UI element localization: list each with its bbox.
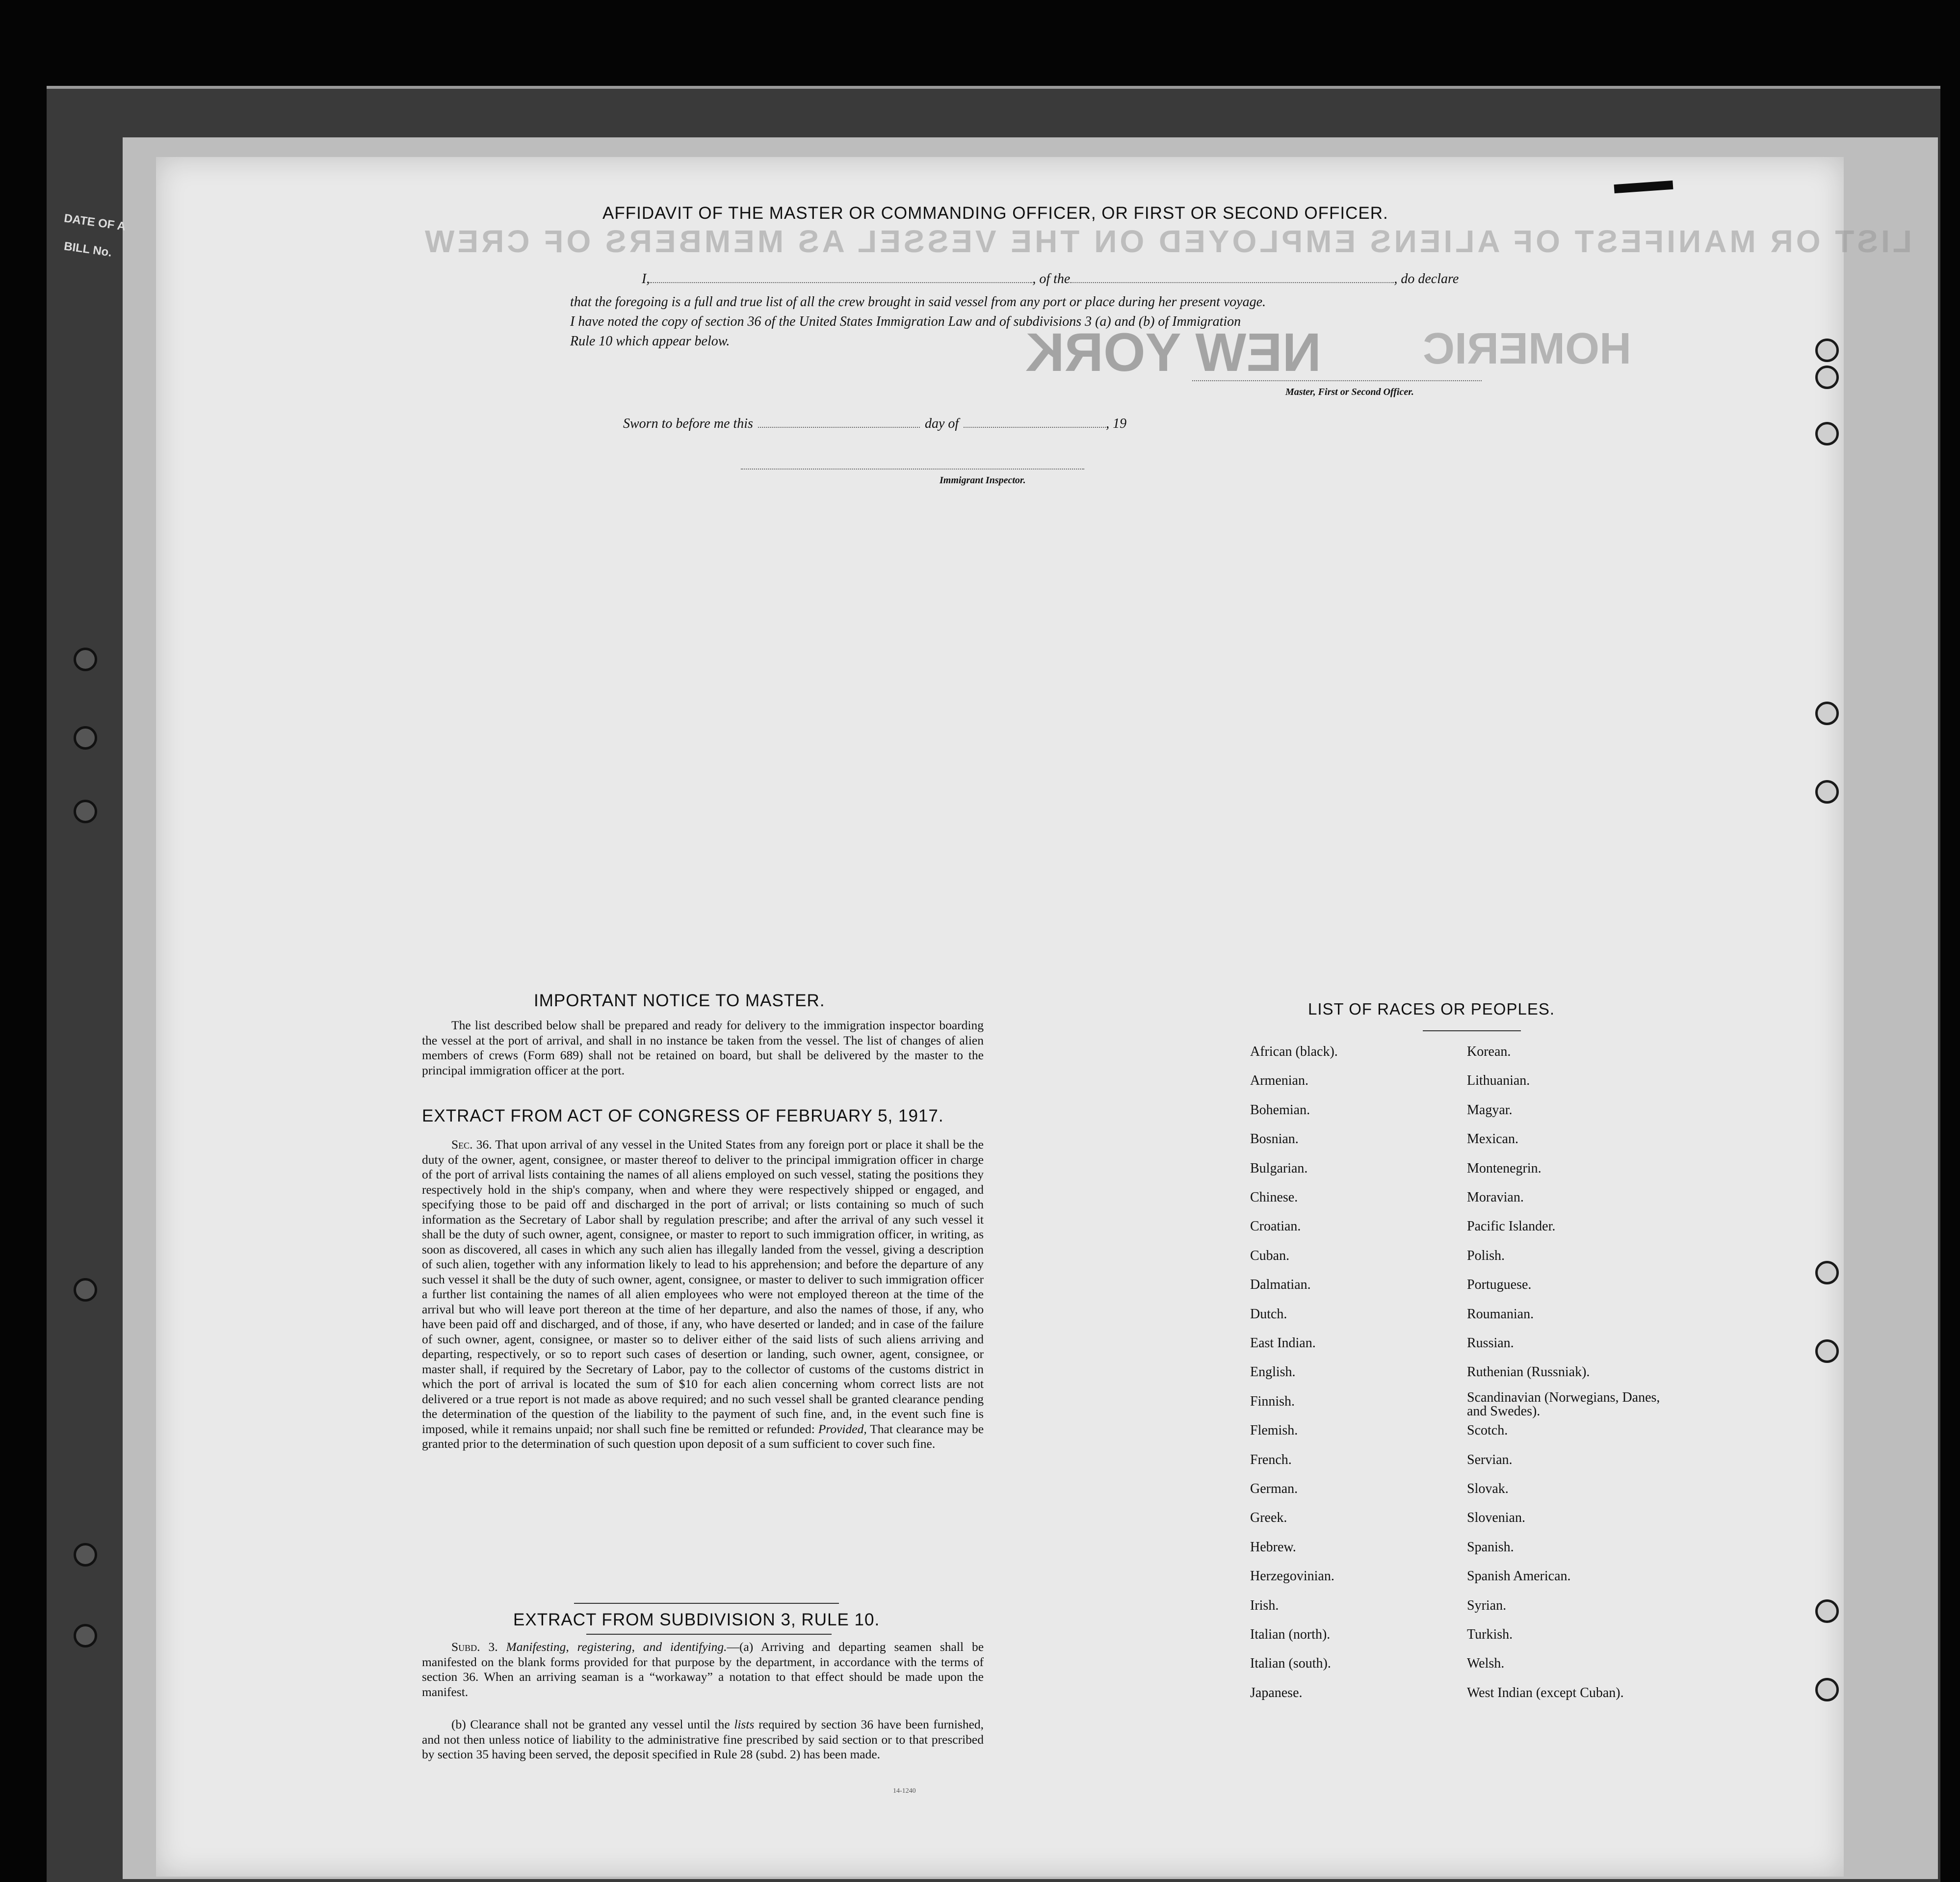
race-item: Bohemian. <box>1250 1102 1310 1118</box>
race-item: Croatian. <box>1250 1219 1301 1234</box>
subd-italic: Manifesting, registering, and identifying. <box>506 1640 727 1654</box>
affidavit-of-the: , of the <box>1032 271 1071 287</box>
manifest-page <box>156 157 1844 1877</box>
race-item: Japanese. <box>1250 1685 1303 1700</box>
affidavit-title: AFFIDAVIT OF THE MASTER OR COMMANDING OFFICER, OR FIRST OR SECOND OFFICER. <box>602 204 1388 223</box>
act-text-2: That clearance may be granted prior to the determination of such question upon deposit of a sum sufficient to cover such fine. <box>422 1421 984 1451</box>
ghost-ship-name: HOMERIC <box>1423 324 1631 373</box>
race-item: Herzegovinian. <box>1250 1568 1334 1584</box>
race-item: Dalmatian. <box>1250 1277 1311 1293</box>
race-item: Mexican. <box>1467 1131 1518 1147</box>
binder-hole <box>1815 422 1839 445</box>
race-item: Polish. <box>1467 1248 1505 1263</box>
race-item: Magyar. <box>1467 1102 1513 1118</box>
race-item: Servian. <box>1467 1452 1513 1467</box>
race-item: German. <box>1250 1481 1298 1496</box>
race-item: English. <box>1250 1364 1296 1380</box>
race-item: Welsh. <box>1467 1656 1505 1672</box>
binder-hole <box>1815 702 1839 725</box>
para-b-text-1: Clearance shall not be granted any vessel until the <box>470 1717 730 1731</box>
race-item: Montenegrin. <box>1467 1160 1542 1176</box>
race-item: Cuban. <box>1250 1248 1290 1263</box>
race-item: Moravian. <box>1467 1190 1524 1205</box>
sworn-text: Sworn to before me this <box>623 416 753 431</box>
race-item: Pacific Islander. <box>1467 1219 1556 1234</box>
race-item: East Indian. <box>1250 1335 1316 1351</box>
rule-para-b <box>422 1717 984 1762</box>
binder-hole <box>1815 1261 1839 1284</box>
form-number: 14-1240 <box>893 1787 916 1795</box>
para-b-text-2: required by section 36 have been furnished, and not then unless notice of liability to the administrative fine prescribed by said section or to that prescribed by section 35 having been served, the deposit specified in Rule 28 (subd. 2) has been made. <box>422 1717 984 1761</box>
binder-hole <box>1815 339 1839 362</box>
day-blank <box>758 427 920 428</box>
para-a-label: —(a) <box>727 1640 754 1654</box>
race-item: Turkish. <box>1467 1627 1513 1642</box>
affidavit-do-declare: , do declare <box>1394 271 1459 287</box>
race-item: Chinese. <box>1250 1190 1298 1205</box>
race-item: Irish. <box>1250 1597 1279 1613</box>
act-divider <box>574 1603 839 1604</box>
race-item: Bosnian. <box>1250 1131 1299 1147</box>
race-item: Portuguese. <box>1467 1277 1532 1293</box>
binder-hole <box>1815 1599 1839 1623</box>
race-item: French. <box>1250 1452 1292 1467</box>
race-item: Syrian. <box>1467 1597 1507 1613</box>
race-item: Italian (south). <box>1250 1656 1331 1672</box>
sworn-line <box>623 416 1126 432</box>
race-item: Slovak. <box>1467 1481 1509 1496</box>
races-divider <box>1423 1030 1521 1031</box>
race-item: Bulgarian. <box>1250 1160 1308 1176</box>
affidavit-line-2: that the foregoing is a full and true list of all the crew brought in said vessel from any port or place during her present voyage. <box>570 294 1266 310</box>
day-of-text: day of <box>924 416 959 431</box>
race-item: Korean. <box>1467 1044 1511 1059</box>
master-signature-line <box>1192 380 1482 381</box>
race-item: Greek. <box>1250 1510 1287 1526</box>
binder-hole <box>1815 780 1839 804</box>
ghost-manifest-title: LIST OR MANIFEST OF ALIENS EMPLOYED ON THE VESSEL AS MEMBERS OF CREW <box>422 224 1912 259</box>
ghost-port-name: NEW YORK <box>1025 322 1322 383</box>
act-section-36 <box>422 1137 984 1452</box>
name-blank <box>650 282 1032 283</box>
race-item: Scotch. <box>1467 1423 1508 1438</box>
para-b-label: (b) <box>451 1717 466 1731</box>
vessel-blank <box>1070 282 1394 283</box>
race-item: Russian. <box>1467 1335 1514 1351</box>
section-label: Sec. 36. <box>451 1137 492 1151</box>
para-b-lists: lists <box>734 1717 755 1731</box>
rule-para-a <box>422 1640 984 1699</box>
year-prefix: , 19 <box>1106 416 1127 431</box>
binder-hole <box>74 800 97 823</box>
act-heading: EXTRACT FROM ACT OF CONGRESS OF FEBRUARY 5, 1917. <box>422 1106 944 1125</box>
race-item: West Indian (except Cuban). <box>1467 1685 1624 1700</box>
master-caption: Master, First or Second Officer. <box>1285 387 1414 397</box>
inspector-signature-line <box>741 469 1084 470</box>
race-item: Lithuanian. <box>1467 1073 1530 1089</box>
races-heading: LIST OF RACES OR PEOPLES. <box>1308 1000 1555 1018</box>
binder-hole <box>74 1543 97 1567</box>
binder-hole <box>74 726 97 750</box>
race-item: Roumanian. <box>1467 1306 1534 1322</box>
affidavit-line-4: Rule 10 which appear below. <box>570 334 730 349</box>
inspector-caption: Immigrant Inspector. <box>940 475 1026 486</box>
affidavit-i: I, <box>642 271 650 287</box>
race-item: Dutch. <box>1250 1306 1287 1322</box>
binder-hole <box>1815 1678 1839 1701</box>
race-item: Italian (north). <box>1250 1627 1331 1642</box>
stamp-line-1: DATE OF A <box>63 211 127 234</box>
race-item: Slovenian. <box>1467 1510 1525 1526</box>
race-item: Hebrew. <box>1250 1539 1296 1555</box>
race-item: Spanish American. <box>1467 1568 1571 1584</box>
month-blank <box>964 427 1106 428</box>
binder-hole <box>74 1278 97 1302</box>
rule-heading: EXTRACT FROM SUBDIVISION 3, RULE 10. <box>513 1610 880 1629</box>
race-item: Ruthenian (Russniak). <box>1467 1364 1590 1380</box>
binder-hole <box>74 1624 97 1647</box>
notice-text: The list described below shall be prepared and ready for delivery to the immigration inspector boarding the vessel at the port of arrival, and shall in no instance be taken from the vessel. The list of changes of alien members of crews (Form 689) shall not be retained on board, but shall be delivered by the master to the principal immigration officer at the port. <box>422 1018 984 1077</box>
stamp-line-2: BILL No. <box>63 239 113 260</box>
act-text-1: That upon arrival of any vessel in the United States from any foreign port or place it shall be the duty of the owner, agent, consignee, or master thereof to deliver to the principal immigration officer in charge of the port of arrival lists containing the names of all aliens employed on such vessel, stating the positions they respectively hold in the ship's company, when and where they were respectively shipped or engaged, and specifying those to be paid off and discharged in the port of arrival; or lists containing so much of such information as the Secretary of Labor shall by regulation prescribe; and after the arrival of any such vessel it shall be the duty of such owner, agent, consignee, or master to report to such immigration officer, in writing, as soon as discovered, all cases in which any such alien has illegally landed from the vessel, giving a description of such alien, together with any information likely to lead to his apprehension; and before the departure of any such vessel it shall be the duty of such owner, agent, consignee, or master to deliver to such immigration officer a further list containing the names of all alien employees who were not employed thereon at the time of the arrival but who will leave port thereon at the time of her departure, and also the names of those, if any, who have been paid off and discharged, and of those, if any, who have deserted or landed; and in case of the failure of such owner, agent, consignee, or master so to deliver either of the said lists of such aliens arriving and departing, respectively, or so to report such cases of desertion or landing, such owner, agent, consignee, or master shall, if required by the Secretary of Labor, pay to the collector of customs of the customs district in which the port of arrival is located the sum of $10 for each alien concerning whom correct lists are not delivered or a true report is not made as above required; and no such vessel shall be granted clearance pending the determination of the question of the liability to the payment of such fine, and, in the event such fine is imposed, while it remains unpaid; nor shall such fine be remitted or refunded: <box>422 1137 984 1436</box>
subd-label: Subd. 3. <box>451 1640 498 1654</box>
notice-heading: IMPORTANT NOTICE TO MASTER. <box>534 991 825 1010</box>
binder-hole <box>74 648 97 671</box>
affidavit-line-3: I have noted the copy of section 36 of the United States Immigration Law and of subdivisions 3 (a) and (b) of Immigration <box>570 314 1241 329</box>
race-item: African (black). <box>1250 1044 1338 1059</box>
race-item: Flemish. <box>1250 1423 1298 1438</box>
race-item: Finnish. <box>1250 1393 1295 1409</box>
binder-hole <box>1815 366 1839 389</box>
binder-hole <box>1815 1339 1839 1363</box>
race-item: Spanish. <box>1467 1539 1514 1555</box>
act-provided: Provided, <box>818 1421 867 1436</box>
affidavit-line-1 <box>642 271 1459 287</box>
rule-divider <box>586 1634 832 1635</box>
race-item: Scandinavian (Norwegians, Danes, and Swedes). <box>1467 1389 1660 1419</box>
para-a-text: Arriving and departing seamen shall be manifested on the blank forms provided for that purpose by the department, in accordance with the terms of section 36. When an arriving seaman is a “workaway” a notation to that effect should be made upon the manifest. <box>422 1640 984 1699</box>
race-item: Armenian. <box>1250 1073 1308 1089</box>
